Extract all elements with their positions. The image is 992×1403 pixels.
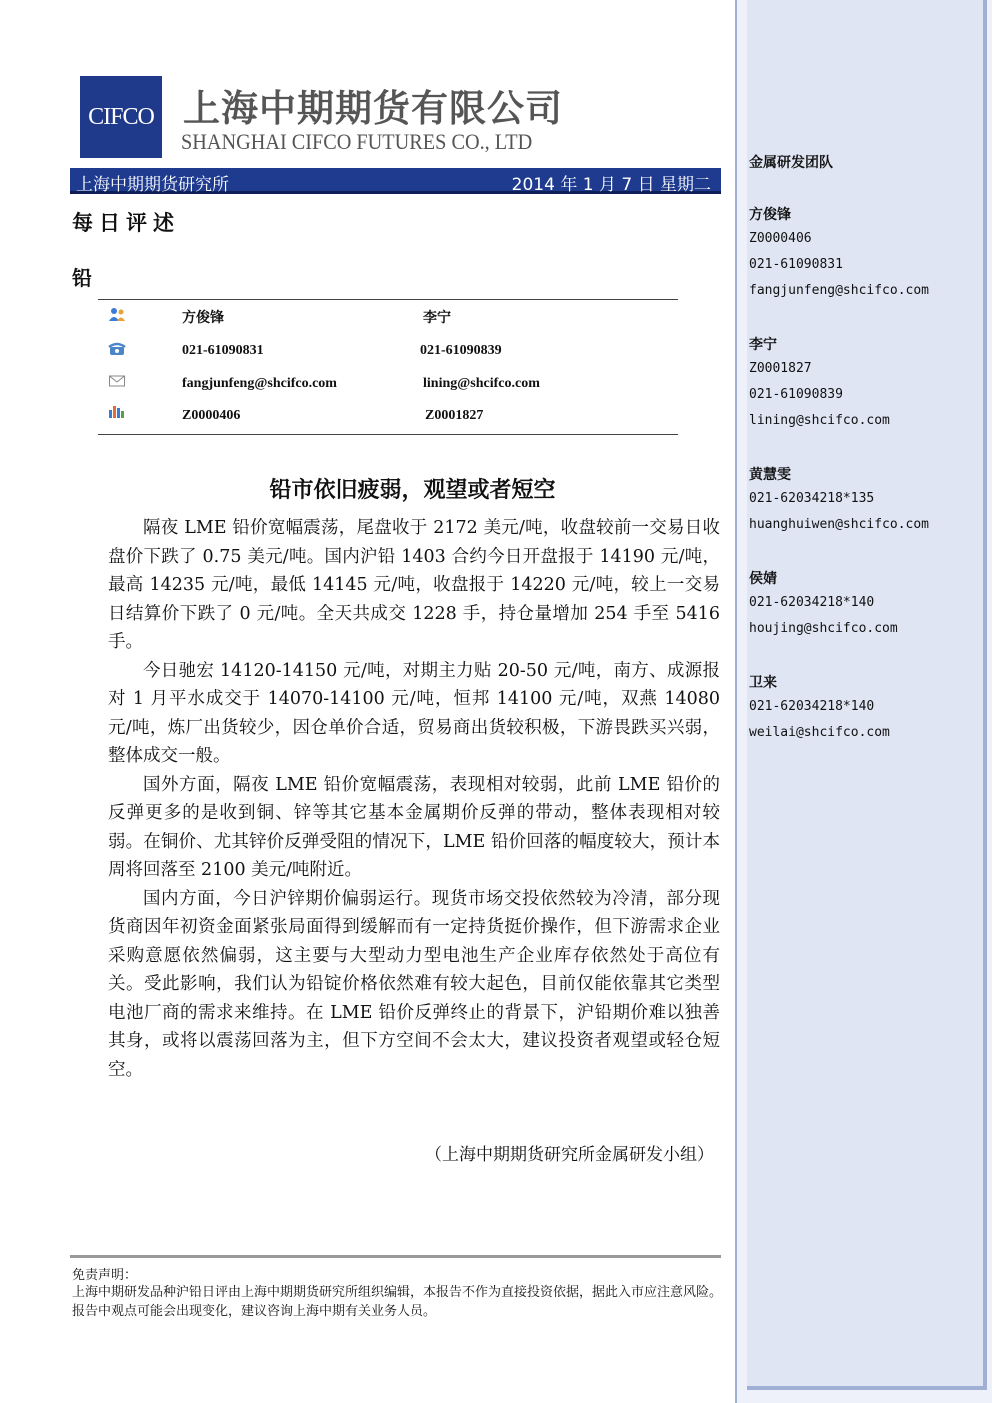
sidebar-member-line: 021-62034218*140 xyxy=(749,699,875,714)
article-signature: （上海中期期货研究所金属研发小组） xyxy=(425,1145,714,1165)
sidebar-member-name: 方俊锋 xyxy=(749,207,791,223)
sidebar-member-line: 021-62034218*140 xyxy=(749,595,875,610)
article-paragraph: 国内方面，今日沪锌期价偏弱运行。现货市场交投依然较为冷清，部分现货商因年初资金面紧张局面得到缓解而有一定持货挺价操作，但下游需求企业采购意愿依然偏弱，这主要与大型动力型电池生产企业库存依然处于高位有关。受此影响，我们认为铅锭价格依然难有较大起色，目前仅能依靠其它类型电池厂商的需求来维持。在 LME 铅价反弹终止的背景下，沪铅期价难以独善其身，或将以震荡回落为主，但下方空间不会太大，建议投资者观望或轻仓短空。 xyxy=(108,888,720,1080)
contact-email[interactable]: lining@shcifco.com xyxy=(423,376,540,391)
company-name-cn: 上海中期期货有限公司 xyxy=(183,87,563,130)
person-icon xyxy=(108,306,126,322)
contact-table xyxy=(98,299,678,435)
article-paragraph: 国外方面，隔夜 LME 铅价宽幅震荡，表现相对较弱，此前 LME 铅价的反弹更多的是收到铜、锌等其它基本金属期价反弹的带动，整体表现相对较弱。在铜价、尤其锌价反弹受阻的情况下，LME 铅价回落的幅度较大，预计本周将回落至 2100 美元/吨附近。 xyxy=(108,774,720,880)
article-paragraph: 今日驰宏 14120-14150 元/吨，对期主力贴 20-50 元/吨，南方、成源报对 1 月平水成交于 14070-14100 元/吨，恒邦 14100 元/吨，双燕 14080 元/吨，炼厂出货较少，因仓单价合适，贸易商出货较积极，下游畏跌买兴弱，整体成交一般。 xyxy=(108,660,720,766)
sidebar-member-line: 021-62034218*135 xyxy=(749,491,875,506)
sidebar-team-title: 金属研发团队 xyxy=(749,155,833,171)
report-date: 2014 年 1 月 7 日 星期二 xyxy=(511,175,711,195)
contact-phone: 021-61090839 xyxy=(420,343,502,358)
sidebar-member-name: 黄慧雯 xyxy=(749,467,791,483)
metal-title: 铅 xyxy=(72,266,92,290)
sidebar-member-line: Z0000406 xyxy=(749,231,812,246)
article-paragraph: 隔夜 LME 铅价宽幅震荡，尾盘收于 2172 美元/吨，收盘较前一交易日收盘价下跌了 0.75 美元/吨。国内沪铅 1403 合约今日开盘报于 14190 元/吨，最高 14235 元/吨，最低 14145 元/吨，收盘报于 14220 元/吨，较上一交易日结算价下跌了 0 元/吨。全天共成交 1228 手，持仓量增加 254 手至 5416 手。 xyxy=(108,518,720,652)
sidebar-member-name: 李宁 xyxy=(749,337,777,353)
contact-phone: 021-61090831 xyxy=(182,343,264,358)
header-bar xyxy=(70,168,721,194)
company-name-en: SHANGHAI CIFCO FUTURES CO., LTD xyxy=(181,129,533,154)
section-title: 每日评述 xyxy=(72,211,180,235)
sidebar-member-line: 021-61090839 xyxy=(749,387,843,402)
sidebar-member-email[interactable]: fangjunfeng@shcifco.com xyxy=(749,283,930,298)
id-icon xyxy=(108,403,126,419)
disclaimer-title: 免责声明： xyxy=(72,1268,138,1283)
sidebar-member-email[interactable]: lining@shcifco.com xyxy=(749,413,890,428)
disclaimer-text: 上海中期研发品种沪铅日评由上海中期期货研究所组织编辑，本报告不作为直接投资依据，据此入市应注意风险。报告中观点可能会出现变化，建议咨询上海中期有关业务人员。 xyxy=(72,1285,723,1319)
sidebar-member-email[interactable]: houjing@shcifco.com xyxy=(749,621,898,636)
sidebar-member-email[interactable]: weilai@shcifco.com xyxy=(749,725,890,740)
institute-name: 上海中期期货研究所 xyxy=(76,175,229,195)
logo-text: CIFCO xyxy=(88,103,154,130)
contact-id: Z0000406 xyxy=(182,408,241,423)
phone-icon xyxy=(108,341,126,357)
email-icon xyxy=(108,373,126,389)
footer-divider xyxy=(70,1255,721,1258)
company-logo xyxy=(80,76,162,158)
sidebar-member-line: Z0001827 xyxy=(749,361,812,376)
sidebar-member-line: 021-61090831 xyxy=(749,257,843,272)
contact-id: Z0001827 xyxy=(425,408,484,423)
contact-email[interactable]: fangjunfeng@shcifco.com xyxy=(182,376,337,391)
sidebar-member-name: 侯婧 xyxy=(749,571,777,587)
article-body xyxy=(108,514,720,1084)
contact-name: 方俊锋 xyxy=(182,311,224,326)
sidebar-member-email[interactable]: huanghuiwen@shcifco.com xyxy=(749,517,930,532)
sidebar-member-name: 卫来 xyxy=(749,675,777,691)
article-title: 铅市依旧疲弱，观望或者短空 xyxy=(269,478,556,503)
contact-name: 李宁 xyxy=(423,311,451,326)
